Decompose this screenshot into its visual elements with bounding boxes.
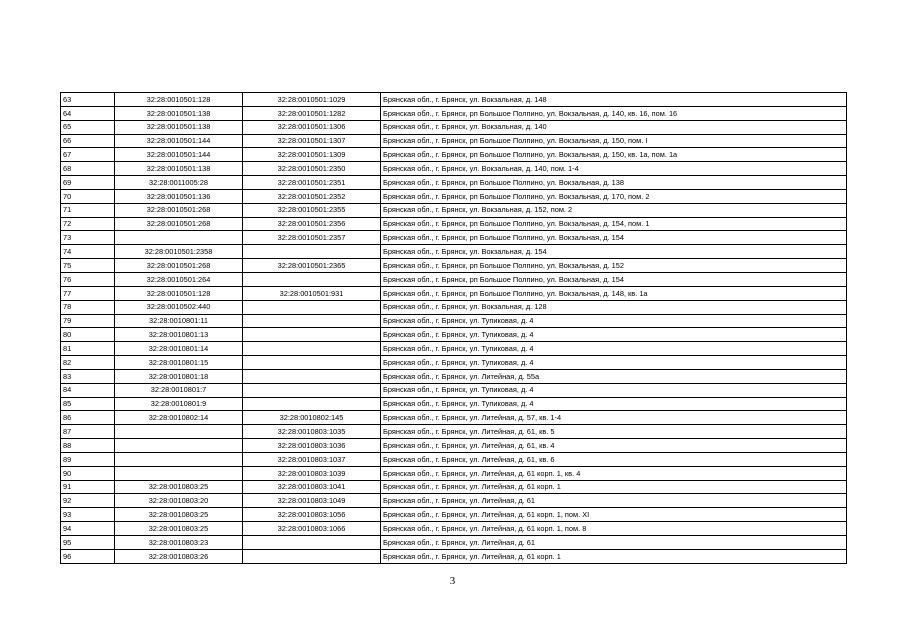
address-cell: Брянская обл., г. Брянск, ул. Вокзальная, д. 154 [381,245,847,259]
land-cadastral-number-cell: 32:28:0010801:9 [115,397,243,411]
object-cadastral-number-cell: 32:28:0010803:1039 [243,466,381,480]
object-cadastral-number-cell: 32:28:0010501:2351 [243,176,381,190]
address-cell: Брянская обл., г. Брянск, рп Большое Полпино, ул. Вокзальная, д. 154 [381,231,847,245]
land-cadastral-number-cell: 32:28:0010501:138 [115,162,243,176]
land-cadastral-number-cell: 32:28:0010803:20 [115,494,243,508]
object-cadastral-number-cell [243,272,381,286]
row-number-cell: 93 [61,508,115,522]
row-number-cell: 89 [61,452,115,466]
object-cadastral-number-cell: 32:28:0010501:1282 [243,106,381,120]
table-row [61,369,847,383]
row-number-cell: 63 [61,93,115,107]
table-row [61,134,847,148]
object-cadastral-number-cell [243,342,381,356]
row-number-cell: 73 [61,231,115,245]
object-cadastral-number-cell: 32:28:0010501:2365 [243,259,381,273]
address-cell: Брянская обл., г. Брянск, ул. Литейная, д. 61, кв. 4 [381,439,847,453]
object-cadastral-number-cell: 32:28:0010803:1049 [243,494,381,508]
land-cadastral-number-cell: 32:28:0010501:128 [115,93,243,107]
row-number-cell: 92 [61,494,115,508]
address-cell: Брянская обл., г. Брянск, ул. Тупиковая, д. 4 [381,314,847,328]
cadastral-registry-table [60,92,847,564]
land-cadastral-number-cell: 32:28:0010801:15 [115,356,243,370]
object-cadastral-number-cell [243,369,381,383]
table-row [61,203,847,217]
page-number: 3 [449,575,456,587]
object-cadastral-number-cell: 32:28:0010501:1029 [243,93,381,107]
row-number-cell: 95 [61,536,115,550]
address-cell: Брянская обл., г. Брянск, ул. Литейная, д. 61 [381,494,847,508]
table-row [61,217,847,231]
table-row [61,314,847,328]
address-cell: Брянская обл., г. Брянск, ул. Литейная, д. 55а [381,369,847,383]
table-row [61,411,847,425]
row-number-cell: 78 [61,300,115,314]
table-row [61,508,847,522]
object-cadastral-number-cell [243,549,381,563]
table-row [61,466,847,480]
address-cell: Брянская обл., г. Брянск, ул. Вокзальная, д. 148 [381,93,847,107]
address-cell: Брянская обл., г. Брянск, ул. Литейная, д. 61 корп. 1, пом. XI [381,508,847,522]
land-cadastral-number-cell: 32:28:0010501:138 [115,120,243,134]
land-cadastral-number-cell: 32:28:0010803:25 [115,508,243,522]
table-row [61,162,847,176]
row-number-cell: 86 [61,411,115,425]
land-cadastral-number-cell [115,452,243,466]
address-cell: Брянская обл., г. Брянск, ул. Тупиковая, д. 4 [381,397,847,411]
row-number-cell: 77 [61,286,115,300]
object-cadastral-number-cell: 32:28:0010501:1307 [243,134,381,148]
object-cadastral-number-cell: 32:28:0010803:1066 [243,522,381,536]
table-body [61,93,847,564]
land-cadastral-number-cell: 32:28:0010501:144 [115,134,243,148]
land-cadastral-number-cell: 32:28:0010803:25 [115,522,243,536]
land-cadastral-number-cell: 32:28:0010501:268 [115,259,243,273]
address-cell: Брянская обл., г. Брянск, ул. Вокзальная, д. 128 [381,300,847,314]
table-row [61,342,847,356]
object-cadastral-number-cell [243,397,381,411]
address-cell: Брянская обл., г. Брянск, ул. Вокзальная, д. 140 [381,120,847,134]
object-cadastral-number-cell: 32:28:0010501:2352 [243,189,381,203]
address-cell: Брянская обл., г. Брянск, ул. Литейная, д. 61, кв. 5 [381,425,847,439]
object-cadastral-number-cell: 32:28:0010803:1035 [243,425,381,439]
land-cadastral-number-cell: 32:28:0010803:26 [115,549,243,563]
object-cadastral-number-cell: 32:28:0010802:145 [243,411,381,425]
address-cell: Брянская обл., г. Брянск, ул. Тупиковая, д. 4 [381,383,847,397]
land-cadastral-number-cell: 32:28:0011005:28 [115,176,243,190]
address-cell: Брянская обл., г. Брянск, ул. Тупиковая, д. 4 [381,342,847,356]
land-cadastral-number-cell: 32:28:0010502:440 [115,300,243,314]
land-cadastral-number-cell: 32:28:0010801:11 [115,314,243,328]
row-number-cell: 81 [61,342,115,356]
object-cadastral-number-cell [243,314,381,328]
table-row [61,245,847,259]
land-cadastral-number-cell: 32:28:0010501:268 [115,217,243,231]
address-cell: Брянская обл., г. Брянск, рп Большое Полпино, ул. Вокзальная, д. 148, кв. 1а [381,286,847,300]
address-cell: Брянская обл., г. Брянск, рп Большое Полпино, ул. Вокзальная, д. 150, пом. I [381,134,847,148]
row-number-cell: 71 [61,203,115,217]
row-number-cell: 74 [61,245,115,259]
land-cadastral-number-cell: 32:28:0010501:128 [115,286,243,300]
object-cadastral-number-cell [243,536,381,550]
object-cadastral-number-cell [243,245,381,259]
row-number-cell: 70 [61,189,115,203]
object-cadastral-number-cell: 32:28:0010803:1036 [243,439,381,453]
land-cadastral-number-cell: 32:28:0010501:144 [115,148,243,162]
table-row [61,286,847,300]
address-cell: Брянская обл., г. Брянск, ул. Литейная, д. 61, кв. 6 [381,452,847,466]
land-cadastral-number-cell: 32:28:0010803:25 [115,480,243,494]
object-cadastral-number-cell: 32:28:0010501:2355 [243,203,381,217]
row-number-cell: 67 [61,148,115,162]
object-cadastral-number-cell [243,356,381,370]
table-row [61,425,847,439]
land-cadastral-number-cell: 32:28:0010801:7 [115,383,243,397]
table-row [61,397,847,411]
address-cell: Брянская обл., г. Брянск, рп Большое Полпино, ул. Вокзальная, д. 138 [381,176,847,190]
object-cadastral-number-cell: 32:28:0010501:2350 [243,162,381,176]
row-number-cell: 94 [61,522,115,536]
land-cadastral-number-cell: 32:28:0010501:138 [115,106,243,120]
table-row [61,176,847,190]
table-row [61,328,847,342]
table-row [61,272,847,286]
object-cadastral-number-cell: 32:28:0010501:1309 [243,148,381,162]
land-cadastral-number-cell [115,466,243,480]
object-cadastral-number-cell: 32:28:0010803:1056 [243,508,381,522]
address-cell: Брянская обл., г. Брянск, ул. Вокзальная, д. 140, пом. 1-4 [381,162,847,176]
row-number-cell: 87 [61,425,115,439]
table-row [61,120,847,134]
table-row [61,259,847,273]
table-row [61,300,847,314]
row-number-cell: 72 [61,217,115,231]
land-cadastral-number-cell: 32:28:0010501:264 [115,272,243,286]
object-cadastral-number-cell: 32:28:0010501:2357 [243,231,381,245]
table-row [61,522,847,536]
object-cadastral-number-cell [243,328,381,342]
table-row [61,439,847,453]
land-cadastral-number-cell: 32:28:0010501:2358 [115,245,243,259]
table-row [61,106,847,120]
table-row [61,480,847,494]
object-cadastral-number-cell: 32:28:0010803:1041 [243,480,381,494]
row-number-cell: 75 [61,259,115,273]
address-cell: Брянская обл., г. Брянск, ул. Вокзальная, д. 152, пом. 2 [381,203,847,217]
table-row [61,231,847,245]
table-row [61,189,847,203]
land-cadastral-number-cell [115,231,243,245]
table-row [61,494,847,508]
address-cell: Брянская обл., г. Брянск, ул. Литейная, д. 61 корп. 1 [381,549,847,563]
address-cell: Брянская обл., г. Брянск, ул. Литейная, д. 61 корп. 1, кв. 4 [381,466,847,480]
row-number-cell: 79 [61,314,115,328]
row-number-cell: 80 [61,328,115,342]
address-cell: Брянская обл., г. Брянск, ул. Литейная, д. 57, кв. 1-4 [381,411,847,425]
row-number-cell: 69 [61,176,115,190]
land-cadastral-number-cell: 32:28:0010803:23 [115,536,243,550]
row-number-cell: 68 [61,162,115,176]
row-number-cell: 76 [61,272,115,286]
object-cadastral-number-cell: 32:28:0010501:931 [243,286,381,300]
table-row [61,549,847,563]
land-cadastral-number-cell: 32:28:0010802:14 [115,411,243,425]
address-cell: Брянская обл., г. Брянск, рп Большое Полпино, ул. Вокзальная, д. 170, пом. 2 [381,189,847,203]
row-number-cell: 65 [61,120,115,134]
address-cell: Брянская обл., г. Брянск, ул. Тупиковая, д. 4 [381,356,847,370]
object-cadastral-number-cell [243,383,381,397]
land-cadastral-number-cell: 32:28:0010501:136 [115,189,243,203]
object-cadastral-number-cell: 32:28:0010501:1306 [243,120,381,134]
land-cadastral-number-cell: 32:28:0010801:13 [115,328,243,342]
table-row [61,383,847,397]
table-row [61,93,847,107]
row-number-cell: 64 [61,106,115,120]
row-number-cell: 83 [61,369,115,383]
table-row [61,356,847,370]
land-cadastral-number-cell: 32:28:0010501:268 [115,203,243,217]
object-cadastral-number-cell: 32:28:0010501:2356 [243,217,381,231]
table-row [61,536,847,550]
row-number-cell: 85 [61,397,115,411]
row-number-cell: 84 [61,383,115,397]
row-number-cell: 91 [61,480,115,494]
row-number-cell: 82 [61,356,115,370]
land-cadastral-number-cell: 32:28:0010801:18 [115,369,243,383]
object-cadastral-number-cell: 32:28:0010803:1037 [243,452,381,466]
row-number-cell: 66 [61,134,115,148]
table-row [61,452,847,466]
land-cadastral-number-cell [115,425,243,439]
address-cell: Брянская обл., г. Брянск, ул. Литейная, д. 61 [381,536,847,550]
object-cadastral-number-cell [243,300,381,314]
table-row [61,148,847,162]
address-cell: Брянская обл., г. Брянск, ул. Тупиковая, д. 4 [381,328,847,342]
address-cell: Брянская обл., г. Брянск, рп Большое Полпино, ул. Вокзальная, д. 150, кв. 1а, пом. 1а [381,148,847,162]
address-cell: Брянская обл., г. Брянск, рп Большое Полпино, ул. Вокзальная, д. 154 [381,272,847,286]
row-number-cell: 96 [61,549,115,563]
land-cadastral-number-cell [115,439,243,453]
address-cell: Брянская обл., г. Брянск, рп Большое Полпино, ул. Вокзальная, д. 140, кв. 16, пом. 16 [381,106,847,120]
address-cell: Брянская обл., г. Брянск, ул. Литейная, д. 61 корп. 1 [381,480,847,494]
land-cadastral-number-cell: 32:28:0010801:14 [115,342,243,356]
address-cell: Брянская обл., г. Брянск, ул. Литейная, д. 61 корп. 1, пом. 8 [381,522,847,536]
address-cell: Брянская обл., г. Брянск, рп Большое Полпино, ул. Вокзальная, д. 152 [381,259,847,273]
row-number-cell: 88 [61,439,115,453]
address-cell: Брянская обл., г. Брянск, рп Большое Полпино, ул. Вокзальная, д. 154, пом. 1 [381,217,847,231]
row-number-cell: 90 [61,466,115,480]
